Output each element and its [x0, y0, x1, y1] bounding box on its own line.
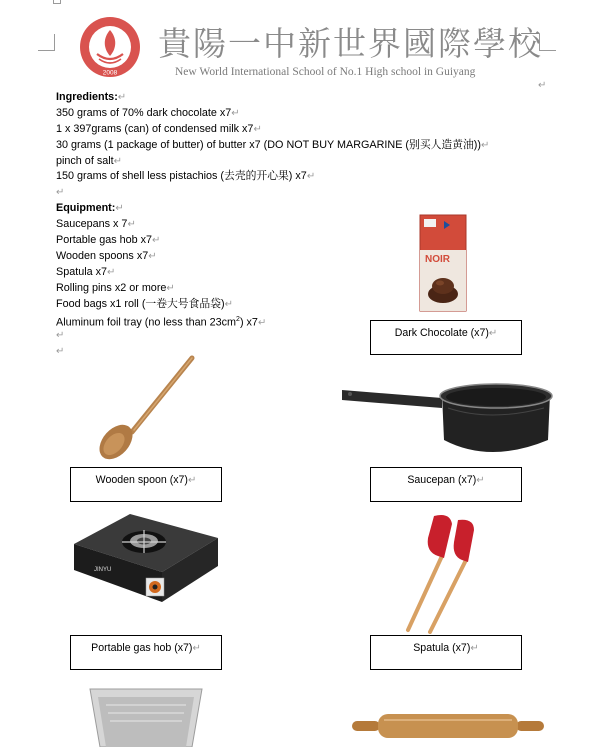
caption-gas-hob: Portable gas hob (x7)↵: [70, 635, 222, 670]
crop-mark-top-left: [38, 34, 55, 51]
rolling-pin-image: [350, 712, 546, 740]
equipment-item: Portable gas hob x7: [56, 234, 153, 247]
equipment-item: Food bags x1 roll (一卷大号食品袋): [56, 297, 225, 310]
wooden-spoon-image: [92, 352, 202, 462]
page-top-mark: [53, 0, 61, 4]
ingredient-item: pinch of salt: [56, 154, 114, 167]
ingredients-heading: Ingredients:: [56, 91, 118, 103]
ingredient-item: 30 grams (1 package of butter) of butter x7 (DO NOT BUY MARGARINE (别买人造黄油)): [56, 138, 481, 151]
gas-hob-image: [70, 508, 222, 606]
school-logo-icon: [79, 16, 141, 78]
equipment-item: Saucepans x 7: [56, 218, 128, 231]
equipment-item: Aluminum foil tray (no less than 23cm: [56, 317, 237, 330]
school-name-chinese: 貴陽一中新世界國際學校: [158, 24, 543, 63]
foil-tray-image: [88, 683, 204, 747]
equipment-item: Wooden spoons x7: [56, 249, 149, 262]
paragraph-mark: ↵: [538, 80, 547, 91]
dark-chocolate-image: [418, 214, 470, 312]
equipment-item: Rolling pins x2 or more: [56, 281, 167, 294]
equipment-heading: Equipment:: [56, 202, 116, 215]
ingredients-section: Ingredients:↵ 350 grams of 70% dark chocolate x7↵ 1 x 397grams (can) of condensed milk x7↵ 30 grams (1 package of butter) of butter x7 (DO NOT BUY MARGARINE (别买人造黄油))↵ pinch of salt↵ 150 grams of shell less pistachios (去壳的开心果) x7↵ ↵ Equipment:↵ Saucepans x 7↵ Portable gas hob x7↵ Wooden spoons x7↵ Spatula x7↵ Rolling pins x2 or more↵ Food bags x1 roll (一卷大号食品袋)↵ Aluminum foil tray (no less than $23cm^2$) x7↵ ↵ ↵: [56, 91, 490, 358]
hob-brand-text: JINYU: [94, 567, 112, 573]
ingredient-item: 1 x 397grams (can) of condensed milk x7: [56, 122, 254, 135]
school-name-english: New World International School of No.1 High school in Guiyang: [175, 66, 476, 78]
caption-wooden-spoon: Wooden spoon (x7)↵: [70, 467, 222, 502]
equipment-item: Spatula x7: [56, 265, 108, 278]
chocolate-brand-text: NOIR: [425, 254, 450, 265]
caption-spatula: Spatula (x7)↵: [370, 635, 522, 670]
saucepan-image: [340, 378, 555, 464]
caption-saucepan: Saucepan (x7)↵: [370, 467, 522, 502]
ingredient-item: 350 grams of 70% dark chocolate x7: [56, 106, 232, 119]
caption-dark-chocolate: Dark Chocolate (x7)↵: [370, 320, 522, 355]
logo-year: 2008: [102, 69, 118, 77]
spatula-image: [400, 512, 480, 634]
ingredient-item: 150 grams of shell less pistachios (去壳的开心果) x7: [56, 170, 307, 183]
